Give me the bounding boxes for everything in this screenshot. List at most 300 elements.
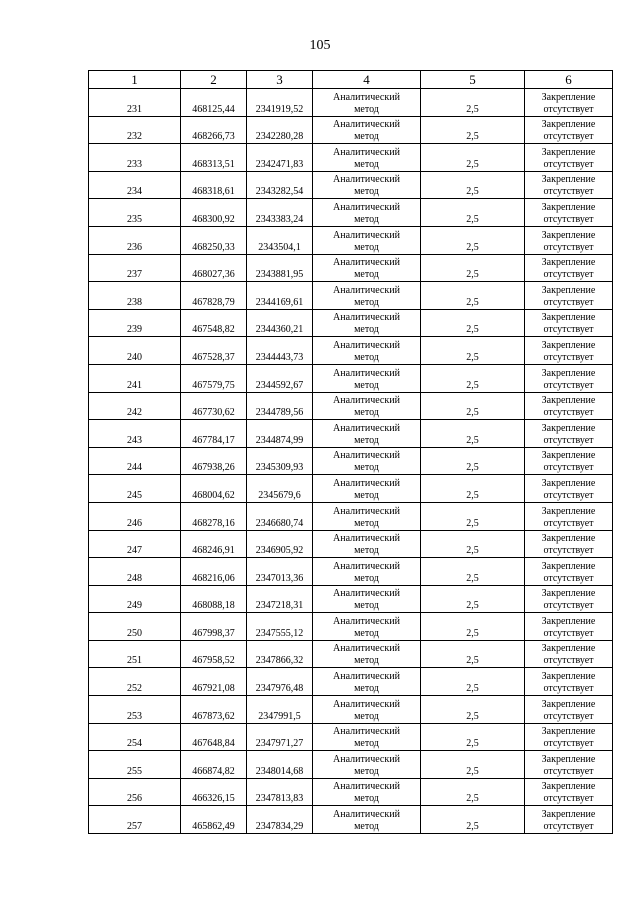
fixation-line-2: отсутствует bbox=[543, 710, 594, 722]
fixation-line-2: отсутствует bbox=[543, 407, 594, 419]
accuracy-cell: 2,5 bbox=[421, 585, 525, 613]
accuracy-cell: 2,5 bbox=[421, 475, 525, 503]
fixation-line-2: отсутствует bbox=[543, 683, 594, 695]
method-line-1: Аналитический bbox=[333, 809, 400, 821]
point-number-cell: 256 bbox=[89, 778, 181, 806]
table-row bbox=[89, 116, 613, 144]
method-cell bbox=[313, 502, 421, 530]
point-number-cell: 237 bbox=[89, 254, 181, 282]
method-line-2: метод bbox=[354, 379, 379, 391]
table-row bbox=[89, 309, 613, 337]
method-line-2: метод bbox=[354, 462, 379, 474]
x-coordinate-cell: 467828,79 bbox=[181, 282, 247, 310]
y-coordinate-cell: 2348014,68 bbox=[247, 751, 313, 779]
accuracy-cell: 2,5 bbox=[421, 254, 525, 282]
accuracy-cell: 2,5 bbox=[421, 199, 525, 227]
fixation-line-1: Закрепление bbox=[541, 809, 596, 821]
accuracy-cell: 2,5 bbox=[421, 502, 525, 530]
fixation-line-1: Закрепление bbox=[541, 698, 596, 710]
accuracy-cell: 2,5 bbox=[421, 420, 525, 448]
method-line-1: Аналитический bbox=[333, 312, 400, 324]
fixation-line-1: Закрепление bbox=[541, 174, 596, 186]
y-coordinate-cell: 2347218,31 bbox=[247, 585, 313, 613]
point-number-cell: 240 bbox=[89, 337, 181, 365]
method-line-2: метод bbox=[354, 296, 379, 308]
y-coordinate-cell: 2347991,5 bbox=[247, 696, 313, 724]
method-line-2: метод bbox=[354, 710, 379, 722]
table-row bbox=[89, 613, 613, 641]
y-coordinate-cell: 2347971,27 bbox=[247, 723, 313, 751]
table-row bbox=[89, 475, 613, 503]
method-line-2: метод bbox=[354, 545, 379, 557]
method-line-1: Аналитический bbox=[333, 146, 400, 158]
fixation-line-1: Закрепление bbox=[541, 284, 596, 296]
method-cell bbox=[313, 282, 421, 310]
y-coordinate-cell: 2345679,6 bbox=[247, 475, 313, 503]
point-number-cell: 235 bbox=[89, 199, 181, 227]
fixation-line-1: Закрепление bbox=[541, 367, 596, 379]
fixation-line-2: отсутствует bbox=[543, 241, 594, 253]
method-line-1: Аналитический bbox=[333, 671, 400, 683]
fixation-line-1: Закрепление bbox=[541, 477, 596, 489]
fixation-cell bbox=[525, 640, 613, 668]
fixation-cell bbox=[525, 475, 613, 503]
table-row bbox=[89, 806, 613, 834]
y-coordinate-cell: 2344789,56 bbox=[247, 392, 313, 420]
method-cell bbox=[313, 723, 421, 751]
table-row bbox=[89, 723, 613, 751]
table-row bbox=[89, 751, 613, 779]
method-cell bbox=[313, 447, 421, 475]
table-row bbox=[89, 392, 613, 420]
fixation-cell bbox=[525, 89, 613, 117]
x-coordinate-cell: 467648,84 bbox=[181, 723, 247, 751]
point-number-cell: 231 bbox=[89, 89, 181, 117]
point-number-cell: 246 bbox=[89, 502, 181, 530]
fixation-line-1: Закрепление bbox=[541, 229, 596, 241]
fixation-cell bbox=[525, 502, 613, 530]
accuracy-cell: 2,5 bbox=[421, 171, 525, 199]
point-number-cell: 238 bbox=[89, 282, 181, 310]
accuracy-cell: 2,5 bbox=[421, 723, 525, 751]
table-row bbox=[89, 558, 613, 586]
point-number-cell: 236 bbox=[89, 226, 181, 254]
accuracy-cell: 2,5 bbox=[421, 282, 525, 310]
fixation-line-2: отсутствует bbox=[543, 269, 594, 281]
method-line-1: Аналитический bbox=[333, 229, 400, 241]
table-row bbox=[89, 364, 613, 392]
fixation-line-1: Закрепление bbox=[541, 312, 596, 324]
fixation-line-2: отсутствует bbox=[543, 545, 594, 557]
method-line-2: метод bbox=[354, 572, 379, 584]
accuracy-cell: 2,5 bbox=[421, 144, 525, 172]
fixation-line-1: Закрепление bbox=[541, 146, 596, 158]
method-cell bbox=[313, 364, 421, 392]
fixation-line-2: отсутствует bbox=[543, 655, 594, 667]
page-number: 105 bbox=[309, 38, 331, 53]
point-number-cell: 254 bbox=[89, 723, 181, 751]
fixation-line-1: Закрепление bbox=[541, 615, 596, 627]
method-cell bbox=[313, 585, 421, 613]
fixation-cell bbox=[525, 337, 613, 365]
point-number-cell: 247 bbox=[89, 530, 181, 558]
method-cell bbox=[313, 89, 421, 117]
method-line-2: метод bbox=[354, 600, 379, 612]
fixation-cell bbox=[525, 116, 613, 144]
method-line-2: метод bbox=[354, 683, 379, 695]
point-number-cell: 250 bbox=[89, 613, 181, 641]
x-coordinate-cell: 467730,62 bbox=[181, 392, 247, 420]
method-line-1: Аналитический bbox=[333, 201, 400, 213]
fixation-line-1: Закрепление bbox=[541, 339, 596, 351]
table-row bbox=[89, 640, 613, 668]
method-line-1: Аналитический bbox=[333, 91, 400, 103]
method-line-1: Аналитический bbox=[333, 726, 400, 738]
coordinates-table bbox=[88, 70, 613, 834]
method-line-2: метод bbox=[354, 407, 379, 419]
method-line-2: метод bbox=[354, 269, 379, 281]
method-cell bbox=[313, 696, 421, 724]
x-coordinate-cell: 467784,17 bbox=[181, 420, 247, 448]
accuracy-cell: 2,5 bbox=[421, 696, 525, 724]
method-line-2: метод bbox=[354, 793, 379, 805]
x-coordinate-cell: 468300,92 bbox=[181, 199, 247, 227]
method-line-1: Аналитический bbox=[333, 615, 400, 627]
fixation-cell bbox=[525, 530, 613, 558]
x-coordinate-cell: 467958,52 bbox=[181, 640, 247, 668]
x-coordinate-cell: 467938,26 bbox=[181, 447, 247, 475]
x-coordinate-cell: 467579,75 bbox=[181, 364, 247, 392]
point-number-cell: 244 bbox=[89, 447, 181, 475]
accuracy-cell: 2,5 bbox=[421, 337, 525, 365]
fixation-line-2: отсутствует bbox=[543, 517, 594, 529]
fixation-cell bbox=[525, 226, 613, 254]
column-header: 2 bbox=[181, 71, 247, 89]
method-cell bbox=[313, 475, 421, 503]
y-coordinate-cell: 2346905,92 bbox=[247, 530, 313, 558]
method-line-1: Аналитический bbox=[333, 698, 400, 710]
table-row bbox=[89, 778, 613, 806]
method-line-2: метод bbox=[354, 765, 379, 777]
fixation-cell bbox=[525, 778, 613, 806]
fixation-cell bbox=[525, 254, 613, 282]
method-line-2: метод bbox=[354, 517, 379, 529]
point-number-cell: 239 bbox=[89, 309, 181, 337]
method-cell bbox=[313, 751, 421, 779]
y-coordinate-cell: 2347976,48 bbox=[247, 668, 313, 696]
x-coordinate-cell: 468004,62 bbox=[181, 475, 247, 503]
point-number-cell: 243 bbox=[89, 420, 181, 448]
x-coordinate-cell: 468278,16 bbox=[181, 502, 247, 530]
fixation-line-2: отсутствует bbox=[543, 738, 594, 750]
y-coordinate-cell: 2346680,74 bbox=[247, 502, 313, 530]
fixation-line-2: отсутствует bbox=[543, 158, 594, 170]
point-number-cell: 253 bbox=[89, 696, 181, 724]
y-coordinate-cell: 2343504,1 bbox=[247, 226, 313, 254]
fixation-line-1: Закрепление bbox=[541, 450, 596, 462]
column-header: 5 bbox=[421, 71, 525, 89]
fixation-cell bbox=[525, 447, 613, 475]
method-cell bbox=[313, 778, 421, 806]
fixation-line-1: Закрепление bbox=[541, 781, 596, 793]
fixation-cell bbox=[525, 806, 613, 834]
fixation-line-2: отсутствует bbox=[543, 765, 594, 777]
fixation-cell bbox=[525, 309, 613, 337]
point-number-cell: 255 bbox=[89, 751, 181, 779]
y-coordinate-cell: 2341919,52 bbox=[247, 89, 313, 117]
fixation-line-1: Закрепление bbox=[541, 588, 596, 600]
table-row bbox=[89, 530, 613, 558]
method-line-2: метод bbox=[354, 213, 379, 225]
y-coordinate-cell: 2344169,61 bbox=[247, 282, 313, 310]
table-row bbox=[89, 585, 613, 613]
y-coordinate-cell: 2342471,83 bbox=[247, 144, 313, 172]
fixation-line-1: Закрепление bbox=[541, 395, 596, 407]
method-line-1: Аналитический bbox=[333, 560, 400, 572]
x-coordinate-cell: 468313,51 bbox=[181, 144, 247, 172]
fixation-line-2: отсутствует bbox=[543, 379, 594, 391]
table-header-row bbox=[89, 71, 613, 89]
fixation-line-1: Закрепление bbox=[541, 119, 596, 131]
fixation-line-2: отсутствует bbox=[543, 572, 594, 584]
fixation-line-1: Закрепление bbox=[541, 91, 596, 103]
method-line-2: метод bbox=[354, 627, 379, 639]
method-line-1: Аналитический bbox=[333, 257, 400, 269]
fixation-cell bbox=[525, 613, 613, 641]
method-line-2: метод bbox=[354, 103, 379, 115]
method-line-1: Аналитический bbox=[333, 284, 400, 296]
method-cell bbox=[313, 668, 421, 696]
method-line-2: метод bbox=[354, 655, 379, 667]
point-number-cell: 242 bbox=[89, 392, 181, 420]
method-line-2: метод bbox=[354, 351, 379, 363]
x-coordinate-cell: 468088,18 bbox=[181, 585, 247, 613]
x-coordinate-cell: 467921,08 bbox=[181, 668, 247, 696]
table-row bbox=[89, 226, 613, 254]
accuracy-cell: 2,5 bbox=[421, 309, 525, 337]
column-header: 4 bbox=[313, 71, 421, 89]
table-row bbox=[89, 696, 613, 724]
table-row bbox=[89, 420, 613, 448]
accuracy-cell: 2,5 bbox=[421, 751, 525, 779]
column-header: 6 bbox=[525, 71, 613, 89]
fixation-cell bbox=[525, 420, 613, 448]
method-line-2: метод bbox=[354, 158, 379, 170]
method-line-1: Аналитический bbox=[333, 422, 400, 434]
method-line-2: метод bbox=[354, 241, 379, 253]
point-number-cell: 252 bbox=[89, 668, 181, 696]
point-number-cell: 257 bbox=[89, 806, 181, 834]
fixation-line-2: отсутствует bbox=[543, 462, 594, 474]
fixation-line-2: отсутствует bbox=[543, 213, 594, 225]
fixation-cell bbox=[525, 199, 613, 227]
x-coordinate-cell: 465862,49 bbox=[181, 806, 247, 834]
accuracy-cell: 2,5 bbox=[421, 89, 525, 117]
fixation-line-1: Закрепление bbox=[541, 671, 596, 683]
y-coordinate-cell: 2344874,99 bbox=[247, 420, 313, 448]
y-coordinate-cell: 2343383,24 bbox=[247, 199, 313, 227]
fixation-line-1: Закрепление bbox=[541, 201, 596, 213]
accuracy-cell: 2,5 bbox=[421, 116, 525, 144]
table-body bbox=[89, 89, 613, 834]
point-number-cell: 232 bbox=[89, 116, 181, 144]
fixation-line-2: отсутствует bbox=[543, 103, 594, 115]
fixation-line-1: Закрепление bbox=[541, 753, 596, 765]
method-cell bbox=[313, 337, 421, 365]
method-line-1: Аналитический bbox=[333, 505, 400, 517]
method-cell bbox=[313, 199, 421, 227]
table-row bbox=[89, 254, 613, 282]
fixation-line-1: Закрепление bbox=[541, 726, 596, 738]
fixation-cell bbox=[525, 585, 613, 613]
y-coordinate-cell: 2343881,95 bbox=[247, 254, 313, 282]
table-row bbox=[89, 668, 613, 696]
x-coordinate-cell: 467548,82 bbox=[181, 309, 247, 337]
column-header: 1 bbox=[89, 71, 181, 89]
method-line-1: Аналитический bbox=[333, 119, 400, 131]
accuracy-cell: 2,5 bbox=[421, 806, 525, 834]
method-cell bbox=[313, 116, 421, 144]
method-line-2: метод bbox=[354, 738, 379, 750]
method-cell bbox=[313, 806, 421, 834]
accuracy-cell: 2,5 bbox=[421, 392, 525, 420]
x-coordinate-cell: 467873,62 bbox=[181, 696, 247, 724]
fixation-cell bbox=[525, 364, 613, 392]
x-coordinate-cell: 468246,91 bbox=[181, 530, 247, 558]
table-row bbox=[89, 337, 613, 365]
accuracy-cell: 2,5 bbox=[421, 226, 525, 254]
y-coordinate-cell: 2347013,36 bbox=[247, 558, 313, 586]
fixation-line-2: отсутствует bbox=[543, 821, 594, 833]
method-cell bbox=[313, 309, 421, 337]
method-line-1: Аналитический bbox=[333, 533, 400, 545]
x-coordinate-cell: 468266,73 bbox=[181, 116, 247, 144]
method-cell bbox=[313, 392, 421, 420]
x-coordinate-cell: 467528,37 bbox=[181, 337, 247, 365]
y-coordinate-cell: 2347866,32 bbox=[247, 640, 313, 668]
fixation-cell bbox=[525, 282, 613, 310]
accuracy-cell: 2,5 bbox=[421, 613, 525, 641]
method-line-1: Аналитический bbox=[333, 643, 400, 655]
y-coordinate-cell: 2344443,73 bbox=[247, 337, 313, 365]
fixation-line-2: отсутствует bbox=[543, 793, 594, 805]
point-number-cell: 251 bbox=[89, 640, 181, 668]
fixation-cell bbox=[525, 668, 613, 696]
method-line-1: Аналитический bbox=[333, 753, 400, 765]
accuracy-cell: 2,5 bbox=[421, 668, 525, 696]
fixation-line-2: отсутствует bbox=[543, 296, 594, 308]
y-coordinate-cell: 2344592,67 bbox=[247, 364, 313, 392]
accuracy-cell: 2,5 bbox=[421, 530, 525, 558]
fixation-cell bbox=[525, 171, 613, 199]
fixation-line-1: Закрепление bbox=[541, 643, 596, 655]
x-coordinate-cell: 468027,36 bbox=[181, 254, 247, 282]
accuracy-cell: 2,5 bbox=[421, 640, 525, 668]
method-cell bbox=[313, 640, 421, 668]
method-cell bbox=[313, 254, 421, 282]
method-line-1: Аналитический bbox=[333, 781, 400, 793]
accuracy-cell: 2,5 bbox=[421, 558, 525, 586]
method-cell bbox=[313, 613, 421, 641]
y-coordinate-cell: 2344360,21 bbox=[247, 309, 313, 337]
table-row bbox=[89, 89, 613, 117]
method-line-2: метод bbox=[354, 434, 379, 446]
accuracy-cell: 2,5 bbox=[421, 447, 525, 475]
y-coordinate-cell: 2347813,83 bbox=[247, 778, 313, 806]
y-coordinate-cell: 2343282,54 bbox=[247, 171, 313, 199]
x-coordinate-cell: 467998,37 bbox=[181, 613, 247, 641]
y-coordinate-cell: 2342280,28 bbox=[247, 116, 313, 144]
point-number-cell: 233 bbox=[89, 144, 181, 172]
fixation-cell bbox=[525, 392, 613, 420]
fixation-line-1: Закрепление bbox=[541, 533, 596, 545]
method-line-1: Аналитический bbox=[333, 588, 400, 600]
fixation-cell bbox=[525, 696, 613, 724]
fixation-line-2: отсутствует bbox=[543, 324, 594, 336]
column-header: 3 bbox=[247, 71, 313, 89]
method-line-1: Аналитический bbox=[333, 339, 400, 351]
fixation-line-2: отсутствует bbox=[543, 131, 594, 143]
table-row bbox=[89, 447, 613, 475]
table-row bbox=[89, 144, 613, 172]
fixation-line-2: отсутствует bbox=[543, 489, 594, 501]
table-row bbox=[89, 199, 613, 227]
point-number-cell: 248 bbox=[89, 558, 181, 586]
fixation-line-2: отсутствует bbox=[543, 351, 594, 363]
x-coordinate-cell: 468216,06 bbox=[181, 558, 247, 586]
fixation-line-1: Закрепление bbox=[541, 257, 596, 269]
x-coordinate-cell: 468318,61 bbox=[181, 171, 247, 199]
fixation-line-2: отсутствует bbox=[543, 186, 594, 198]
x-coordinate-cell: 466326,15 bbox=[181, 778, 247, 806]
point-number-cell: 241 bbox=[89, 364, 181, 392]
fixation-cell bbox=[525, 144, 613, 172]
table-row bbox=[89, 502, 613, 530]
method-cell bbox=[313, 530, 421, 558]
method-line-1: Аналитический bbox=[333, 477, 400, 489]
fixation-cell bbox=[525, 558, 613, 586]
method-line-1: Аналитический bbox=[333, 174, 400, 186]
point-number-cell: 249 bbox=[89, 585, 181, 613]
method-line-2: метод bbox=[354, 821, 379, 833]
method-line-2: метод bbox=[354, 186, 379, 198]
fixation-line-2: отсутствует bbox=[543, 434, 594, 446]
method-cell bbox=[313, 171, 421, 199]
accuracy-cell: 2,5 bbox=[421, 778, 525, 806]
x-coordinate-cell: 466874,82 bbox=[181, 751, 247, 779]
y-coordinate-cell: 2347834,29 bbox=[247, 806, 313, 834]
method-line-2: метод bbox=[354, 324, 379, 336]
fixation-line-2: отсутствует bbox=[543, 627, 594, 639]
accuracy-cell: 2,5 bbox=[421, 364, 525, 392]
method-cell bbox=[313, 558, 421, 586]
method-cell bbox=[313, 144, 421, 172]
fixation-line-2: отсутствует bbox=[543, 600, 594, 612]
point-number-cell: 245 bbox=[89, 475, 181, 503]
fixation-line-1: Закрепление bbox=[541, 422, 596, 434]
method-line-1: Аналитический bbox=[333, 395, 400, 407]
fixation-cell bbox=[525, 723, 613, 751]
method-line-1: Аналитический bbox=[333, 367, 400, 379]
fixation-line-1: Закрепление bbox=[541, 505, 596, 517]
x-coordinate-cell: 468250,33 bbox=[181, 226, 247, 254]
table-row bbox=[89, 171, 613, 199]
method-cell bbox=[313, 226, 421, 254]
fixation-cell bbox=[525, 751, 613, 779]
fixation-line-1: Закрепление bbox=[541, 560, 596, 572]
y-coordinate-cell: 2347555,12 bbox=[247, 613, 313, 641]
method-line-2: метод bbox=[354, 131, 379, 143]
